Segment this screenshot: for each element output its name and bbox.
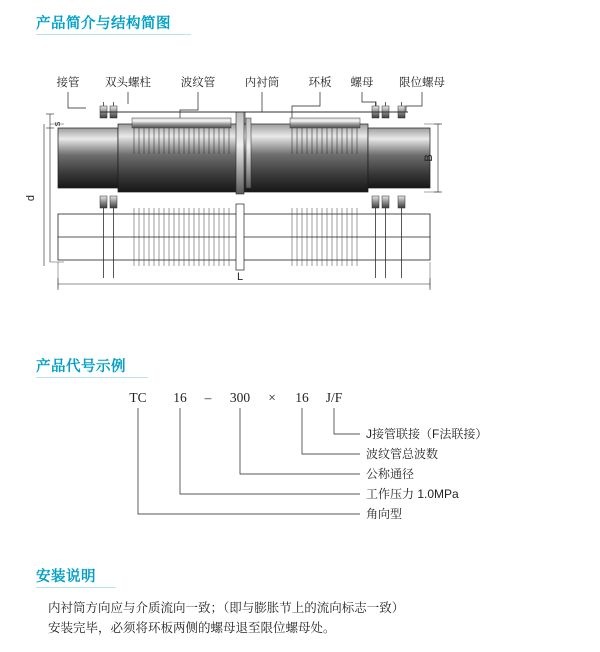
callout-label-3: 内衬筒 — [244, 77, 280, 89]
callout-label-1: 双头螺柱 — [105, 77, 151, 89]
product-code-tokens — [129, 390, 342, 405]
code-token-6: J/F — [325, 390, 343, 405]
heading-divider-intro — [36, 34, 191, 35]
product-code-diagram — [40, 388, 560, 548]
code-token-5: 16 — [295, 390, 309, 405]
dimension-label-B: B — [423, 154, 435, 162]
code-token-4: × — [268, 390, 276, 405]
diagram-top-view — [58, 102, 430, 194]
callout-label-6: 限位螺母 — [399, 77, 445, 89]
install-note-line-2: 安装完毕，必须将环板两侧的螺母退至限位螺母处。 — [48, 621, 336, 635]
structure-diagram — [25, 62, 560, 292]
diagram-callout-labels — [57, 75, 446, 89]
code-token-0: TC — [129, 390, 147, 405]
section-heading-product-code: 产品代号示例 — [36, 359, 126, 375]
section-heading-install: 安装说明 — [36, 569, 96, 585]
legend-item-4: 角向型 — [366, 507, 403, 521]
heading-divider-install — [36, 587, 116, 588]
callout-label-0: 接管 — [56, 77, 80, 89]
legend-item-0: J接管联接（F法联接） — [366, 427, 488, 441]
code-token-1: 16 — [173, 390, 187, 405]
dimension-label-L: L — [236, 271, 244, 283]
diagram-bottom-view — [58, 196, 430, 278]
dimension-label-s: s — [52, 121, 63, 127]
callout-label-5: 螺母 — [350, 77, 374, 89]
code-token-3: 300 — [229, 390, 251, 405]
legend-item-3: 工作压力 1.0MPa — [366, 487, 459, 501]
product-code-leaders — [138, 408, 360, 514]
heading-divider-product-code — [36, 377, 148, 378]
callout-label-2: 波纹管 — [180, 77, 216, 89]
install-notes — [48, 598, 568, 638]
legend-item-1: 波纹管总波数 — [366, 447, 439, 461]
dimension-label-d: d — [25, 194, 37, 202]
code-token-2: – — [204, 390, 212, 405]
legend-item-2: 公称通径 — [366, 467, 415, 481]
callout-label-4: 环板 — [308, 77, 332, 89]
install-note-line-1: 内衬筒方向应与介质流向一致；（即与膨胀节上的流向标志一致） — [48, 601, 405, 615]
product-code-legend — [366, 426, 487, 521]
section-heading-intro: 产品简介与结构简图 — [36, 16, 171, 32]
